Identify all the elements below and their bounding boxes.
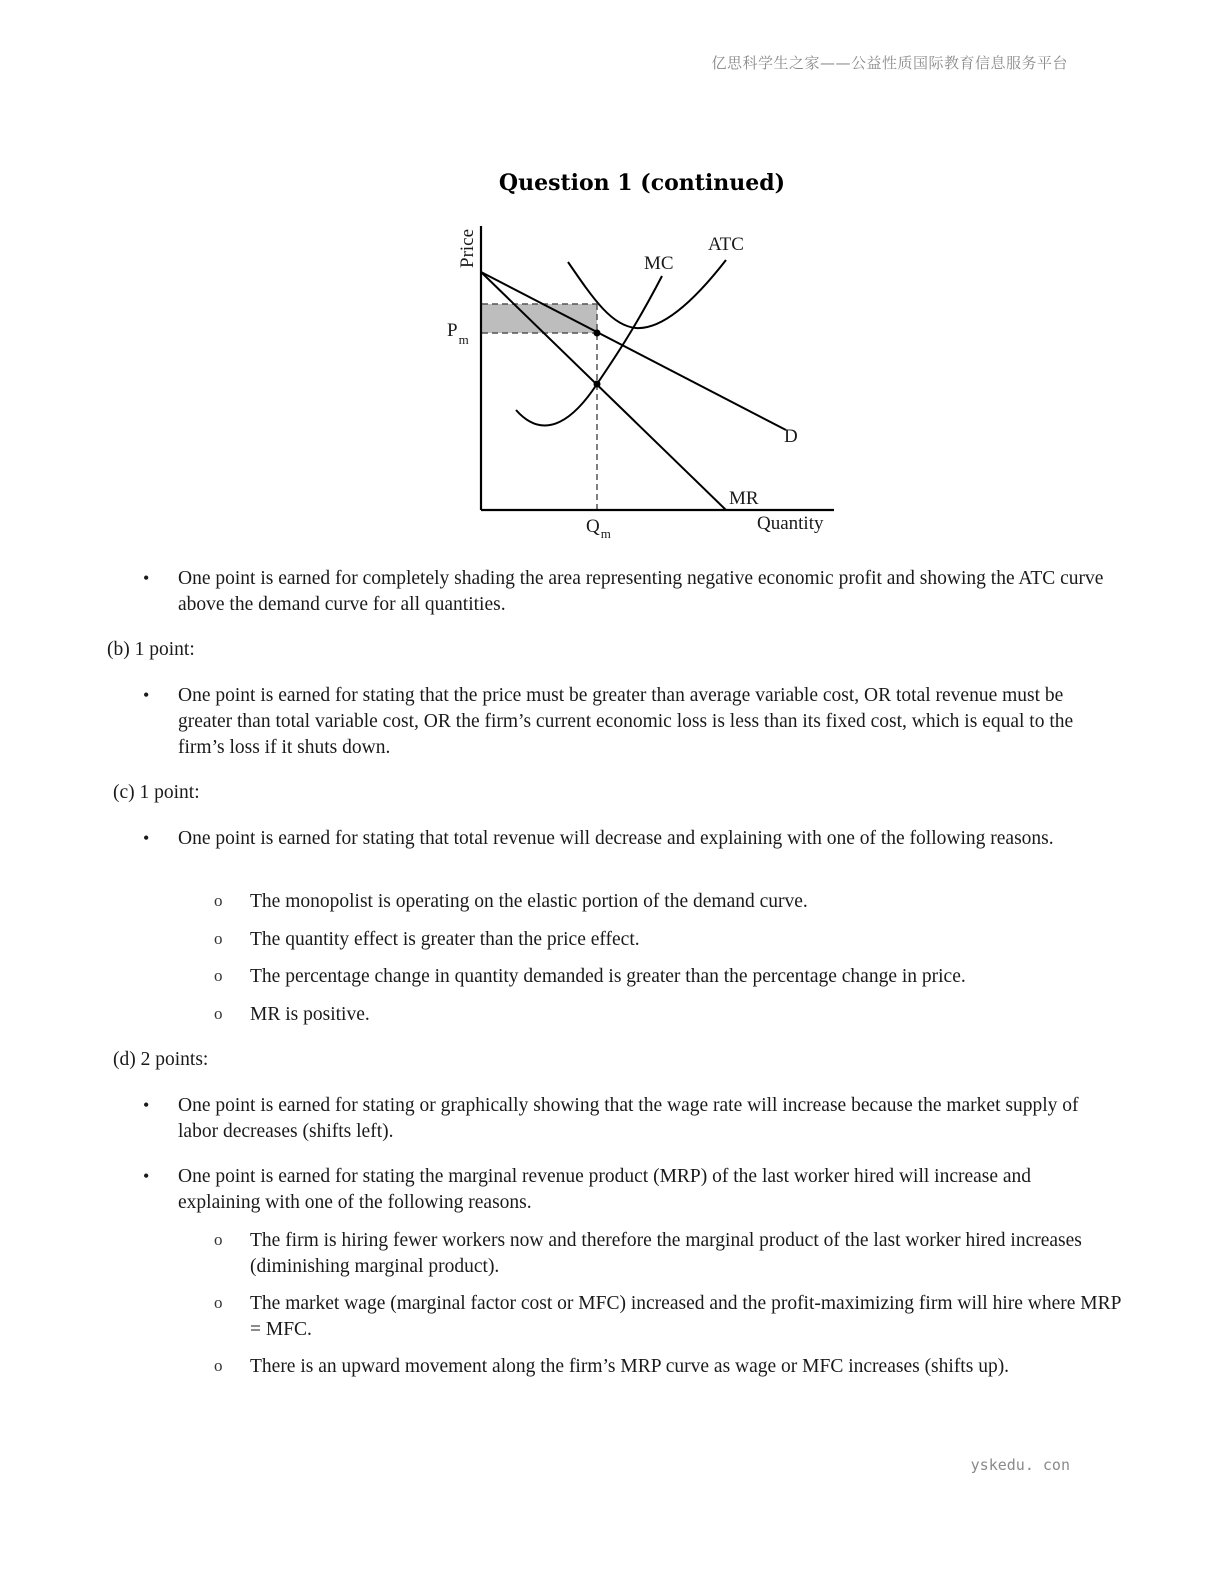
sub-dot-c2: o [214,929,223,948]
mc-label: MC [644,253,674,274]
sub-dot-d1: o [214,1230,223,1249]
part-c-reason-1: The monopolist is operating on the elastic portion of the demand curve. [250,891,808,912]
sub-dot-d3: o [214,1356,223,1375]
part-c-bullet-1: One point is earned for stating that total revenue will decrease and explaining with one of the following reasons. [178,828,1054,849]
part-d-reason-3: There is an upward movement along the firm’s MRP curve as wage or MFC increases (shifts up). [250,1356,1010,1377]
sub-dot-c4: o [214,1004,223,1023]
mc-curve [516,276,662,425]
part-d-reason-2: The market wage (marginal factor cost or MFC) increased and the profit-maximizing firm will hire where MRP = MFC. [250,1293,1121,1340]
price-label: $P_m$ [447,320,469,347]
y-axis-label: Price [457,228,478,268]
mr-curve [481,272,726,510]
atc-label: ATC [708,234,744,255]
sub-dot-d2: o [214,1293,223,1312]
bullet-d1-dot: • [143,1095,150,1115]
quantity-label: $Q_m$ [586,516,611,541]
sub-dot-c1: o [214,891,223,910]
sub-dot-c3: o [214,966,223,985]
demand-label: D [784,426,798,447]
page-title: Question 1 (continued) [498,170,786,196]
part-d-heading: (d) 2 points: [113,1049,209,1070]
footer-site-mark: yskedu. con [970,1456,1070,1474]
bullet-b1-dot: • [143,685,150,705]
bullet-a1-dot: • [143,568,150,588]
pm-point [594,330,601,337]
part-c-reason-3: The percentage change in quantity demanded is greater than the percentage change in price. [250,966,966,987]
bullet-c1-dot: • [143,828,150,848]
header-site-note: 亿思科学生之家——公益性质国际教育信息服务平台 [711,54,1068,72]
x-axis-label: Quantity [757,513,824,534]
mr-mc-point [594,381,601,388]
monopoly-graph [436,216,846,546]
part-d-bullet-2: One point is earned for stating the marginal revenue product (MRP) of the last worker hired will increase and explaining with one of the following reasons. [178,1166,1032,1213]
part-b-heading: (b) 1 point: [107,639,195,660]
part-c-heading: (c) 1 point: [113,782,200,803]
mr-label: MR [729,488,759,509]
part-a-bullet-1: One point is earned for completely shading the area representing negative economic profit and showing the ATC curve above the demand curve for all quantities. [178,568,1104,615]
part-d-reason-1: The firm is hiring fewer workers now and therefore the marginal product of the last worker hired increases (diminishing marginal product). [250,1230,1082,1277]
part-c-reason-2: The quantity effect is greater than the price effect. [250,929,640,950]
part-d-bullet-1: One point is earned for stating or graphically showing that the wage rate will increase because the market supply of labor decreases (shifts left). [178,1095,1079,1142]
demand-curve [481,272,786,430]
part-b-bullet-1: One point is earned for stating that the price must be greater than average variable cost, OR total revenue must be greater than total variable cost, OR the firm’s current economic loss is less than its fixed cost, which is equal to the firm’s loss if it shuts down. [178,685,1074,758]
part-c-reason-4: MR is positive. [250,1004,370,1025]
bullet-d2-dot: • [143,1166,150,1186]
